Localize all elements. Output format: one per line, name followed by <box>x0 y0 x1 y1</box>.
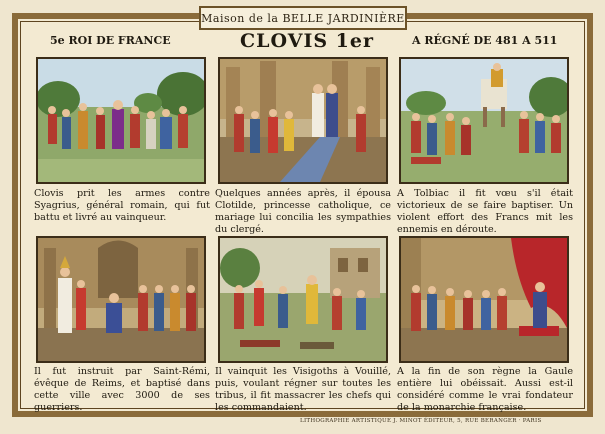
caption-text-1: Clovis prit les armes contre Syagrius, général romain, qui fut battu et livré au vainqueur. <box>34 188 210 223</box>
illustration-panel-5 <box>218 236 388 363</box>
caption-panel-2 <box>215 188 391 236</box>
caption-text-2: Quelques années après, il épousa Clotilde, princesse catholique, ce mariage lui concilia les sympathies du clergé. <box>215 188 391 235</box>
printer-imprint: LITHOGRAPHIE ARTISTIQUE J. MINOT ÉDITEUR, 5, RUE BERANGER · PARIS <box>300 418 542 424</box>
ordinal-title: 5e ROI DE FRANCE <box>50 34 171 47</box>
publisher-banner: Maison de la BELLE JARDINIÈRE <box>199 6 407 30</box>
caption-panel-5 <box>215 366 391 414</box>
caption-text-4: Il fut instruit par Saint-Rémi, évêque de Reims, et baptisé dans cette ville avec 3000 de ses guerriers. <box>34 366 210 413</box>
caption-text-3: A Tolbiac il fit vœu s'il était victorieux de se faire baptiser. Un violent effort des Francs mit les ennemis en déroute. <box>397 188 573 235</box>
illustration-panel-1 <box>36 57 206 184</box>
illustration-panel-3 <box>399 57 569 184</box>
caption-panel-4 <box>34 366 210 414</box>
reign-dates: A RÉGNÉ DE 481 A 511 <box>412 34 558 47</box>
caption-panel-3 <box>397 188 573 236</box>
caption-panel-6 <box>397 366 573 414</box>
caption-panel-1 <box>34 188 210 224</box>
illustration-panel-2 <box>218 57 388 184</box>
caption-text-5: Il vainquit les Visigoths à Vouillé, puis, voulant régner sur toutes les tribus, il fit massacrer les chefs qui les commandaient. <box>215 366 391 413</box>
illustration-panel-4 <box>36 236 206 363</box>
caption-text-6: A la fin de son règne la Gaule entière lui obéissait. Aussi est-il considéré comme le vrai fondateur de la monarchie française. <box>397 366 573 413</box>
illustration-panel-6 <box>399 236 569 363</box>
king-name-title: CLOVIS 1er <box>240 30 374 52</box>
